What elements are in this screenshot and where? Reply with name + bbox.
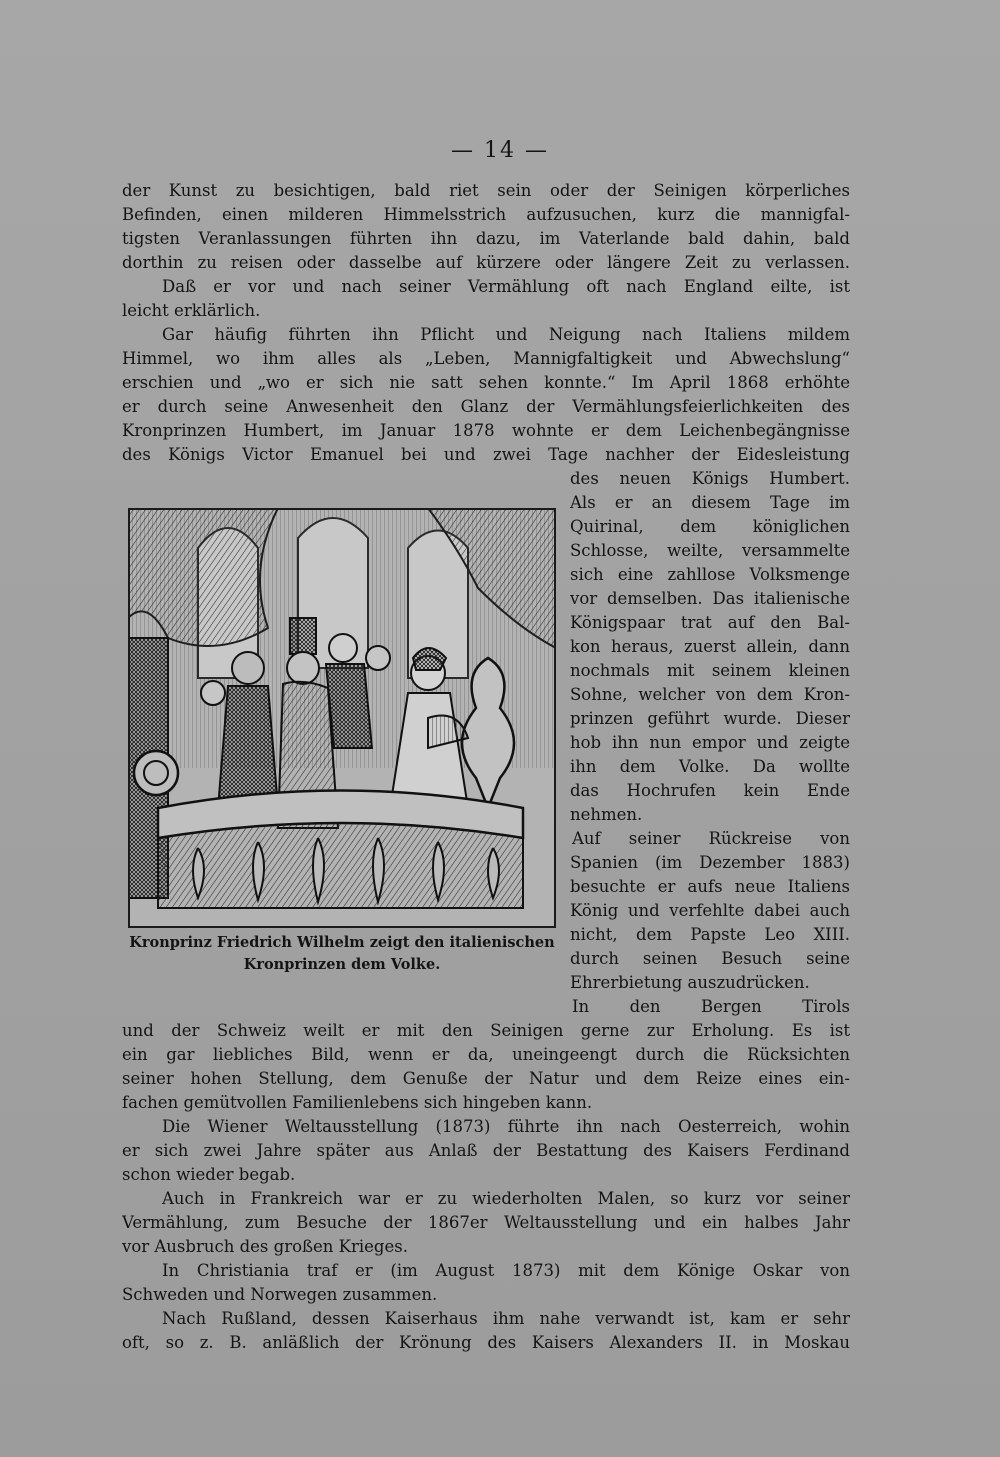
balcony-scene-image [128,508,556,928]
text-line: Himmel, wo ihm alles als „Leben, Mannigfaltigkeit und Abwechslung“ [122,349,850,368]
text-line: nicht, dem Papste Leo XIII. [570,925,850,944]
text-line: ein gar liebliches Bild, wenn er da, uneingeengt durch die Rücksichten [122,1045,850,1064]
text-line: nehmen. [570,805,643,824]
text-line: Daß er vor und nach seiner Vermählung oft nach England eilte, ist [162,277,850,296]
text-line: dorthin zu reisen oder dasselbe auf kürzere oder längere Zeit zu verlassen. [122,253,850,272]
text-line: Befinden, einen milderen Himmelsstrich aufzusuchen, kurz die mannigfal- [122,205,850,224]
text-line: Nach Rußland, dessen Kaiserhaus ihm nahe verwandt ist, kam er sehr [162,1309,850,1328]
text-line: vor Ausbruch des großen Krieges. [122,1237,408,1256]
text-line: fachen gemütvollen Familienlebens sich hingeben kann. [122,1093,593,1112]
text-line: Schlosse, weilte, versammelte [570,541,850,560]
text-line: hob ihn nun empor und zeigte [570,733,850,752]
text-line: Auf seiner Rückreise von [572,829,850,848]
text-line: leicht erklärlich. [122,301,261,320]
text-line: seiner hohen Stellung, dem Genuße der Natur und dem Reize eines ein- [122,1069,850,1088]
figure-caption: Kronprinz Friedrich Wilhelm zeigt den italienischen [129,934,555,951]
text-line: In Christiania traf er (im August 1873) mit dem Könige Oskar von [162,1261,850,1280]
text-line: Vermählung, zum Besuche der 1867er Weltausstellung und ein halbes Jahr [122,1213,850,1232]
text-line: schon wieder begab. [122,1165,296,1184]
figure-caption: Kronprinzen dem Volke. [243,956,441,973]
text-line: tigsten Veranlassungen führten ihn dazu, im Vaterlande bald dahin, bald [122,229,850,248]
text-line: das Hochrufen kein Ende [570,781,850,800]
text-line: Ehrerbietung auszudrücken. [570,973,810,992]
text-line: Königspaar trat auf den Bal- [570,613,850,632]
text-line: der Kunst zu besichtigen, bald riet sein oder der Seinigen körperliches [122,181,850,200]
text-line: des neuen Königs Humbert. [570,469,850,488]
text-line: König und verfehlte dabei auch [570,901,850,920]
text-line: kon heraus, zuerst allein, dann [570,637,850,656]
text-line: Als er an diesem Tage im [570,493,850,512]
text-line: des Königs Victor Emanuel bei und zwei Tage nachher der Eidesleistung [122,445,850,464]
text-line: durch seinen Besuch seine [570,949,850,968]
text-line: Die Wiener Weltausstellung (1873) führte ihn nach Oesterreich, wohin [162,1117,850,1136]
text-line: Schweden und Norwegen zusammen. [122,1285,438,1304]
page-number: — 14 — [451,138,549,163]
text-line: er sich zwei Jahre später aus Anlaß der Bestattung des Kaisers Ferdinand [122,1141,850,1160]
text-line: Gar häufig führten ihn Pflicht und Neigung nach Italiens mildem [162,325,850,344]
text-line: ihn dem Volke. Da wollte [570,757,850,776]
text-line: Auch in Frankreich war er zu wiederholten Malen, so kurz vor seiner [162,1189,850,1208]
text-line: erschien und „wo er sich nie satt sehen konnte.“ Im April 1868 erhöhte [122,373,850,392]
text-line: Kronprinzen Humbert, im Januar 1878 wohnte er dem Leichenbegängnisse [122,421,850,440]
text-line: vor demselben. Das italienische [570,589,850,608]
text-line: Quirinal, dem königlichen [570,517,850,536]
engraving-illustration [128,508,556,928]
text-line: besuchte er aufs neue Italiens [570,877,850,896]
text-line: prinzen geführt wurde. Dieser [570,709,850,728]
text-line: Spanien (im Dezember 1883) [570,853,850,872]
text-line: In den Bergen Tirols [572,997,850,1016]
text-line: und der Schweiz weilt er mit den Seinigen gerne zur Erholung. Es ist [122,1021,850,1040]
text-line: sich eine zahllose Volksmenge [570,565,850,584]
text-line: er durch seine Anwesenheit den Glanz der Vermählungsfeierlichkeiten des [122,397,850,416]
text-line: Sohne, welcher von dem Kron- [570,685,850,704]
text-line: nochmals mit seinem kleinen [570,661,850,680]
text-line: oft, so z. B. anläßlich der Krönung des Kaisers Alexanders II. in Moskau [122,1333,850,1352]
